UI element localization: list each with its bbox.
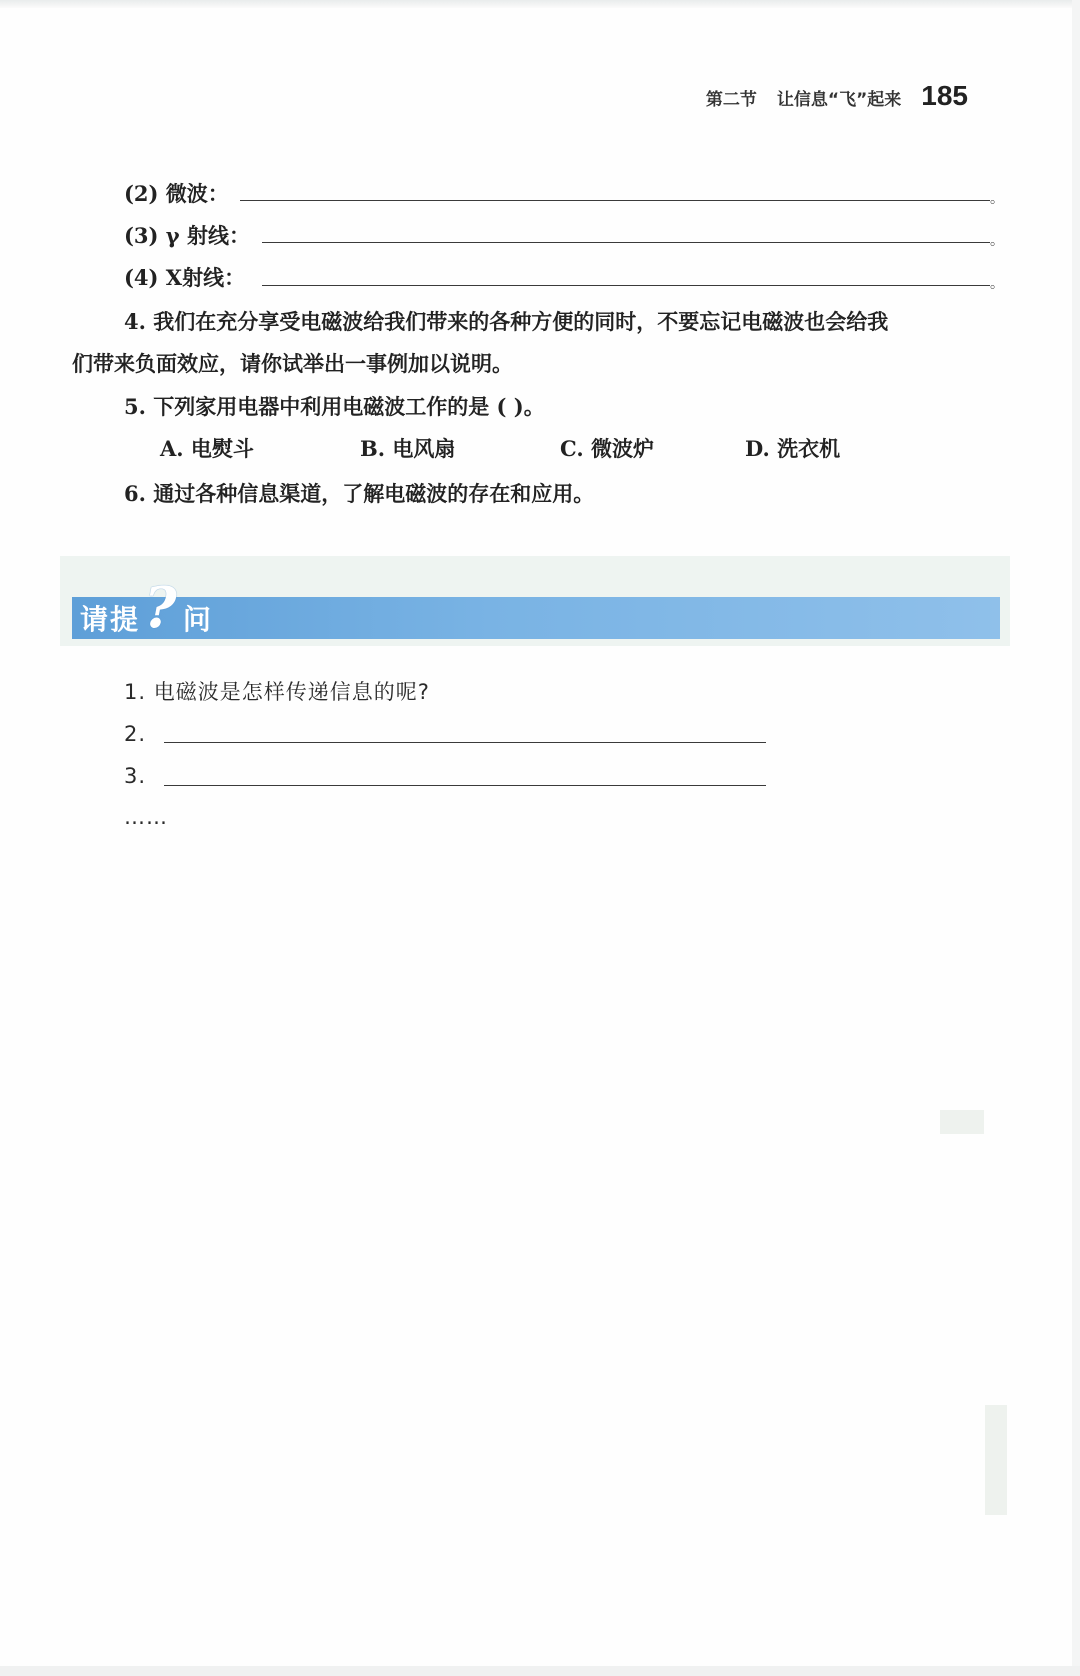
question-6: 6. 通过各种信息渠道，了解电磁波的存在和应用。	[124, 481, 595, 506]
question-4-line-1: 4. 我们在充分享受电磁波给我们带来的各种方便的同时，不要忘记电磁波也会给我	[124, 309, 889, 334]
end-mark: 。	[990, 276, 1004, 292]
banner-title-part-1: 请提	[80, 603, 141, 636]
scan-edge-bottom	[0, 1666, 1080, 1676]
item-gamma-ray: (3) γ 射线：	[124, 223, 250, 248]
header-title: 让信息“飞”起来	[776, 90, 902, 110]
page-number: 185	[921, 80, 968, 111]
option-a[interactable]: A. 电熨斗	[160, 436, 254, 461]
question-5-stem: 5. 下列家用电器中利用电磁波工作的是 ( )。	[124, 394, 545, 419]
ask-item-1: 1. 电磁波是怎样传递信息的呢?	[124, 680, 430, 704]
ask-item-2: 2.	[124, 722, 147, 746]
ask-item-3: 3.	[124, 764, 147, 788]
banner-title	[80, 575, 213, 641]
answer-line-gamma-ray[interactable]	[262, 242, 990, 243]
option-b[interactable]: B. 电风扇	[360, 436, 456, 461]
end-mark: 。	[990, 191, 1004, 207]
scan-edge-right	[1072, 0, 1080, 1676]
scan-edge-top	[0, 0, 1080, 8]
item-x-ray: (4) X射线：	[124, 265, 246, 290]
end-mark: 。	[990, 233, 1004, 249]
ask-answer-line-3[interactable]	[164, 785, 766, 786]
item-microwave: (2) 微波：	[124, 181, 229, 206]
ask-ellipsis: ……	[124, 805, 168, 829]
answer-line-microwave[interactable]	[240, 200, 990, 201]
option-c[interactable]: C. 微波炉	[560, 436, 654, 461]
answer-line-x-ray[interactable]	[262, 285, 990, 286]
scan-smudge	[985, 1405, 1007, 1515]
ask-answer-line-2[interactable]	[164, 742, 766, 743]
running-header	[706, 80, 968, 112]
header-section: 第二节	[705, 90, 757, 110]
scan-smudge	[940, 1110, 984, 1134]
question-4-line-2: 们带来负面效应，请你试举出一事例加以说明。	[72, 351, 513, 376]
banner-title-part-2: 问	[182, 603, 213, 636]
option-d[interactable]: D. 洗衣机	[745, 436, 841, 461]
question-mark-icon: ?	[144, 575, 179, 641]
